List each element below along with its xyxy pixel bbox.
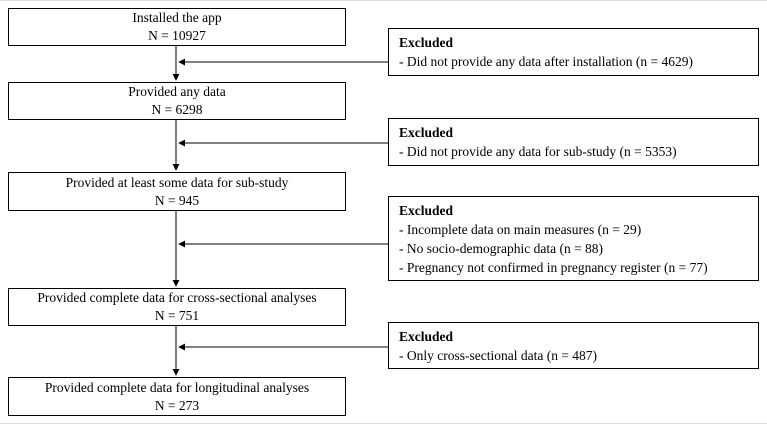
flow-box-n: N = 273 [154, 397, 200, 413]
flow-box-n: N = 6298 [151, 102, 203, 117]
excluded-box-1 [388, 28, 759, 76]
flow-box-n: N = 945 [154, 192, 200, 208]
flow-box-substudy-data [8, 172, 346, 211]
flow-box-longitudinal [8, 377, 346, 416]
top-border-line [0, 0, 767, 1]
excluded-title: Excluded [399, 203, 454, 218]
excluded-item: - Did not provide any data after installation (n = 4629) [399, 54, 694, 70]
flow-box-label: Provided complete data for cross-sectional analyses [37, 290, 317, 306]
flow-box-label: Provided any data [128, 84, 226, 100]
excluded-item: - No socio-demographic data (n = 88) [399, 241, 604, 257]
excluded-item: - Pregnancy not confirmed in pregnancy register (n = 77) [399, 260, 708, 276]
flow-box-crosssectional [8, 288, 346, 326]
excluded-title: Excluded [399, 125, 454, 140]
flow-box-label: Installed the app [132, 10, 222, 26]
excluded-item: - Incomplete data on main measures (n = 29) [399, 222, 642, 238]
excluded-item: - Did not provide any data for sub-study (n = 5353) [399, 144, 677, 160]
excluded-item: - Only cross-sectional data (n = 487) [399, 348, 598, 364]
flow-box-label: Provided complete data for longitudinal analyses [44, 379, 310, 395]
flow-box-n: N = 751 [154, 308, 200, 323]
excluded-title: Excluded [399, 35, 454, 50]
flow-box-provided-any-data [8, 82, 346, 120]
excluded-title: Excluded [399, 329, 454, 344]
flow-box-installed-app [8, 8, 346, 46]
excluded-box-2 [388, 118, 759, 166]
flow-box-label: Provided at least some data for sub-study [65, 174, 289, 190]
excluded-box-4 [388, 322, 759, 369]
excluded-box-3 [388, 196, 759, 281]
flow-box-n: N = 10927 [148, 28, 206, 43]
